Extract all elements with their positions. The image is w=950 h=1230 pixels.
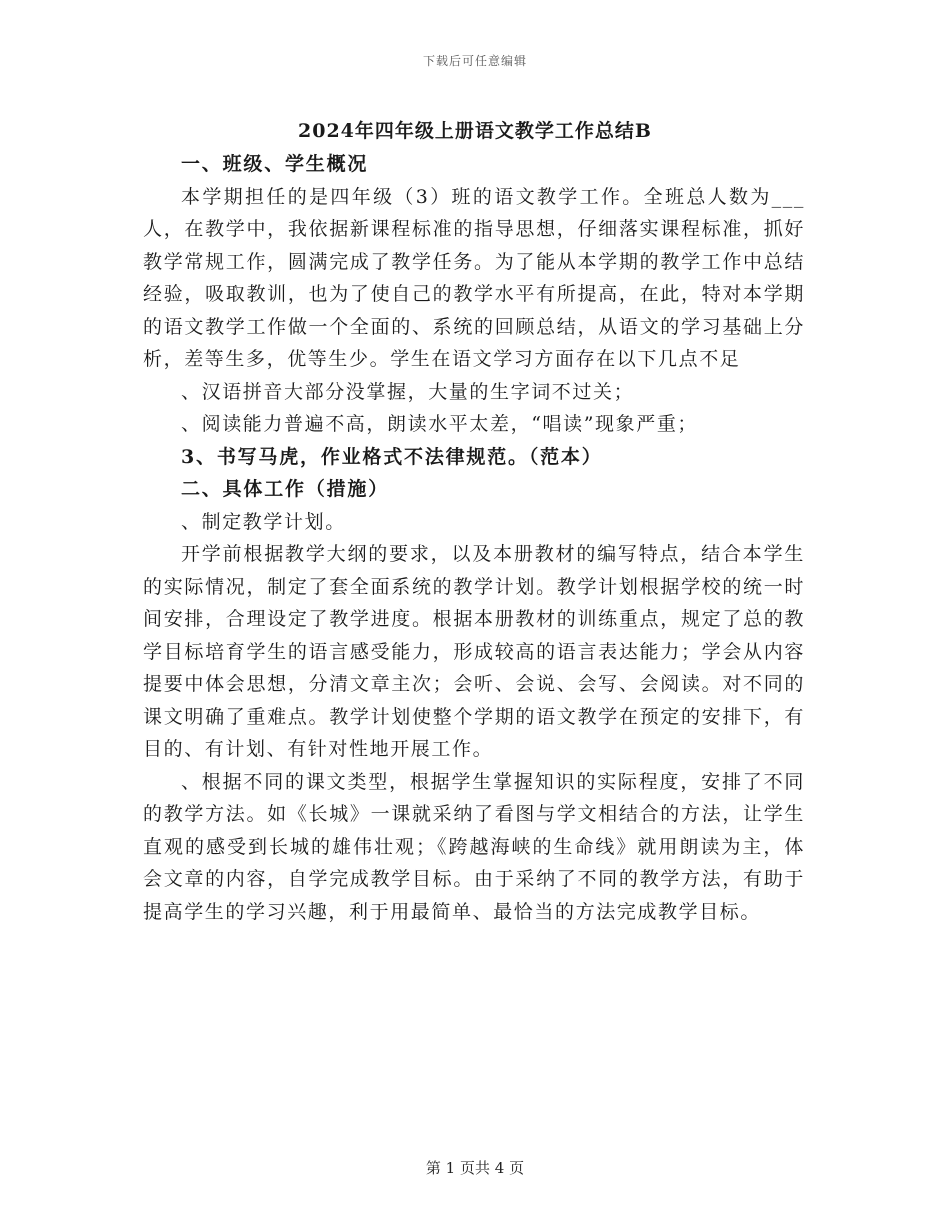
paragraph-teaching-methods: 、根据不同的课文类型，根据学生掌握知识的实际程度，安排了不同的教学方法。如《长城》一课就采纳了看图与学文相结合的方法，让学生直观的感受到长城的雄伟壮观；《跨越海峡的生命线》就用朗读为主，体会文章的内容，自学完成教学目标。由于采纳了不同的教学方法，有助于提高学生的学习兴趣，利于用最简单、最恰当的方法完成教学目标。	[143, 770, 805, 923]
document-title: 2024年四年级上册语文教学工作总结B	[298, 120, 652, 142]
paragraph-class-overview: 本学期担任的是四年级（3）班的语文教学工作。全班总人数为___人，在教学中，我依据新课程标准的指导思想，仔细落实课程标准，抓好教学常规工作，圆满完成了教学任务。为了能从本学期的教学工作中总结经验，吸取教训，也为了使自己的教学水平有所提高，在此，特对本学期的语文教学工作做一个全面的、系统的回顾总结，从语文的学习基础上分析，差等生多，优等生少。学生在语文学习方面存在以下几点不足	[143, 185, 805, 370]
section-heading-class-overview: 一、班级、学生概况	[181, 153, 369, 175]
paragraph-reading-issue: 、阅读能力普遍不高，朗读水平太差，“唱读”现象严重；	[181, 413, 699, 435]
page-header: 下载后可任意编辑	[422, 54, 527, 68]
paragraph-teaching-plan: 开学前根据教学大纲的要求，以及本册教材的编写特点，结合本学生的实际情况，制定了套全面系统的教学计划。教学计划根据学校的统一时间安排，合理设定了教学进度。根据本册教材的训练重点，规定了总的教学目标培育学生的语言感受能力，形成较高的语言表达能力；学会从内容提要中体会思想，分清文章主次；会听、会说、会写、会阅读。对不同的课文明确了重难点。教学计划使整个学期的语文教学在预定的安排下，有目的、有计划、有针对性地开展工作。	[143, 543, 805, 760]
section-heading-measures: 二、具体工作（措施）	[181, 478, 390, 500]
page-footer: 第 1 页共 4 页	[425, 1159, 525, 1177]
document-body	[143, 148, 805, 928]
paragraph-pinyin-issue: 、汉语拼音大部分没掌握，大量的生字词不过关；	[181, 380, 635, 403]
paragraph-plan-heading: 、制定教学计划。	[181, 510, 346, 533]
paragraph-writing-issue: 3、书写马虎，作业格式不法律规范。（范本）	[181, 445, 603, 468]
